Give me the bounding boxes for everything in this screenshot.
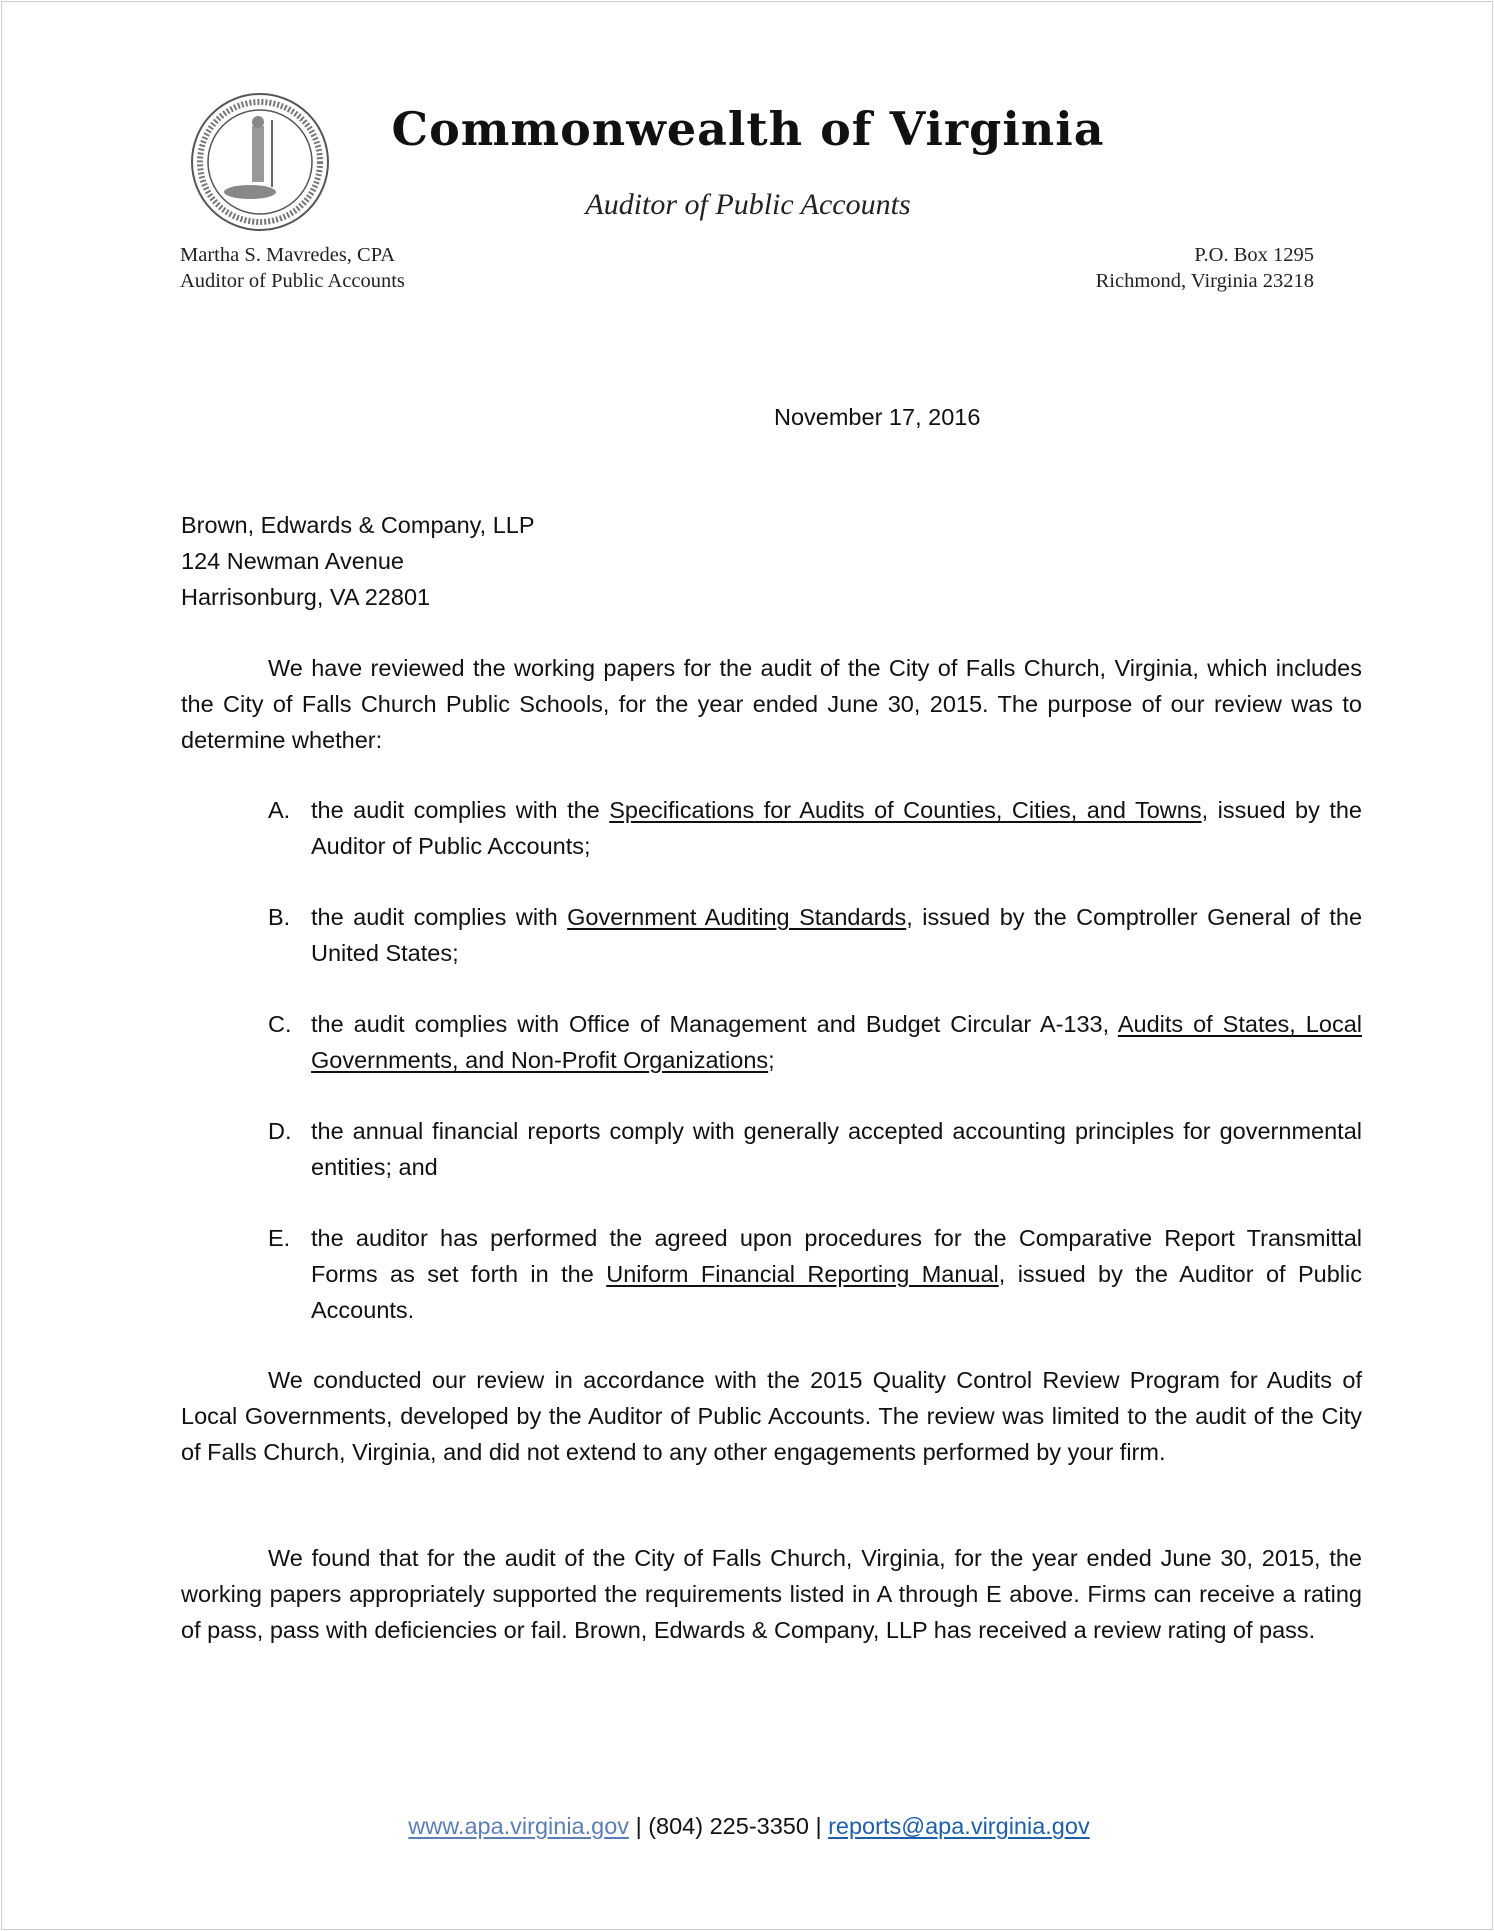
item-text-post: , issued by the Auditor of Public Accounts. — [311, 1260, 1362, 1323]
footer-separator: | — [635, 1813, 642, 1839]
addressee-street: 124 Newman Avenue — [181, 547, 404, 574]
item-text-pre: the audit complies with — [311, 904, 568, 930]
po-box: P.O. Box 1295 — [1194, 244, 1314, 266]
addressee-name: Brown, Edwards & Company, LLP — [181, 512, 535, 538]
auditor-info — [180, 242, 405, 294]
criteria-item — [268, 1114, 1362, 1186]
letter-date: November 17, 2016 — [774, 404, 981, 430]
footer-contact — [2, 1809, 1494, 1845]
item-letter: B. — [268, 904, 291, 930]
email-link[interactable]: reports@apa.virginia.gov — [828, 1813, 1090, 1839]
paragraph-intro: We have reviewed the working papers for the audit of the City of Falls Church, Virginia, which includes the City of Falls Church Public Schools, for the year ended June 30, 2015. The purpose of our review was to determine whether: — [181, 655, 1362, 753]
auditor-name: Martha S. Mavredes, CPA — [180, 244, 396, 266]
criteria-item — [268, 793, 1362, 865]
item-text-pre: the audit complies with Office of Management and Budget Circular A-133, — [311, 1011, 1118, 1037]
letterhead-title: Commonwealth of Virginia — [391, 102, 1105, 156]
addressee-block — [181, 508, 535, 615]
criteria-item — [268, 900, 1362, 972]
item-document-title: Audits of States, Local Governments, and Non-Profit Organizations — [311, 1011, 1362, 1073]
item-text-pre: the audit complies with the — [311, 797, 610, 823]
item-text — [311, 1114, 1362, 1186]
footer-separator: | — [815, 1813, 822, 1839]
item-text-pre: the annual financial reports comply with generally accepted accounting principles for governmental entities; and — [311, 1118, 1362, 1180]
item-text-post: , issued by the Auditor of Public Accounts; — [311, 797, 1362, 859]
item-text — [311, 900, 1362, 972]
auditor-title: Auditor of Public Accounts — [180, 270, 405, 292]
letterhead-subtitle: Auditor of Public Accounts — [585, 188, 911, 221]
criteria-item — [268, 1221, 1362, 1328]
virginia-seal-icon — [190, 92, 330, 232]
paragraph-findings: We found that for the audit of the City of Falls Church, Virginia, for the year ended June 30, 2015, the working papers appropriately supported the requirements listed in A through E above. Firms can receive a rating of pass, pass with deficiencies or fail. Brown, Edwards & Company, LLP has received a review rating of pass. — [181, 1545, 1362, 1643]
item-document-title: Government Auditing Standards — [567, 904, 907, 930]
item-text-post: , issued by the Comptroller General of the United States; — [311, 904, 1363, 966]
addressee-city: Harrisonburg, VA 22801 — [181, 583, 431, 610]
city-state-zip: Richmond, Virginia 23218 — [1095, 270, 1314, 292]
mailing-address — [1096, 242, 1314, 294]
item-letter: C. — [268, 1011, 292, 1037]
item-text — [311, 793, 1362, 865]
item-document-title: Specifications for Audits of Counties, Cities, and Towns — [609, 797, 1202, 823]
item-letter: D. — [268, 1118, 292, 1144]
website-link[interactable]: www.apa.virginia.gov — [408, 1813, 630, 1839]
item-text — [311, 1221, 1362, 1328]
criteria-item — [268, 1007, 1362, 1079]
item-letter: A. — [268, 797, 291, 823]
paragraph-review-scope: We conducted our review in accordance with the 2015 Quality Control Review Program for Audits of Local Governments, developed by the Auditor of Public Accounts. The review was limited to the audit of the City of Falls Church, Virginia, and did not extend to any other engagements performed by your firm. — [181, 1367, 1362, 1465]
item-text-post: ; — [768, 1046, 775, 1073]
item-document-title: Uniform Financial Reporting Manual — [606, 1260, 999, 1287]
phone-number: (804) 225-3350 — [648, 1813, 809, 1839]
item-text — [311, 1007, 1362, 1079]
item-letter: E. — [268, 1225, 291, 1251]
letter-page — [1, 1, 1493, 1930]
item-text-pre: the auditor has performed the agreed upon procedures for the Comparative Report Transmittal Forms as set forth in the — [311, 1225, 1362, 1287]
